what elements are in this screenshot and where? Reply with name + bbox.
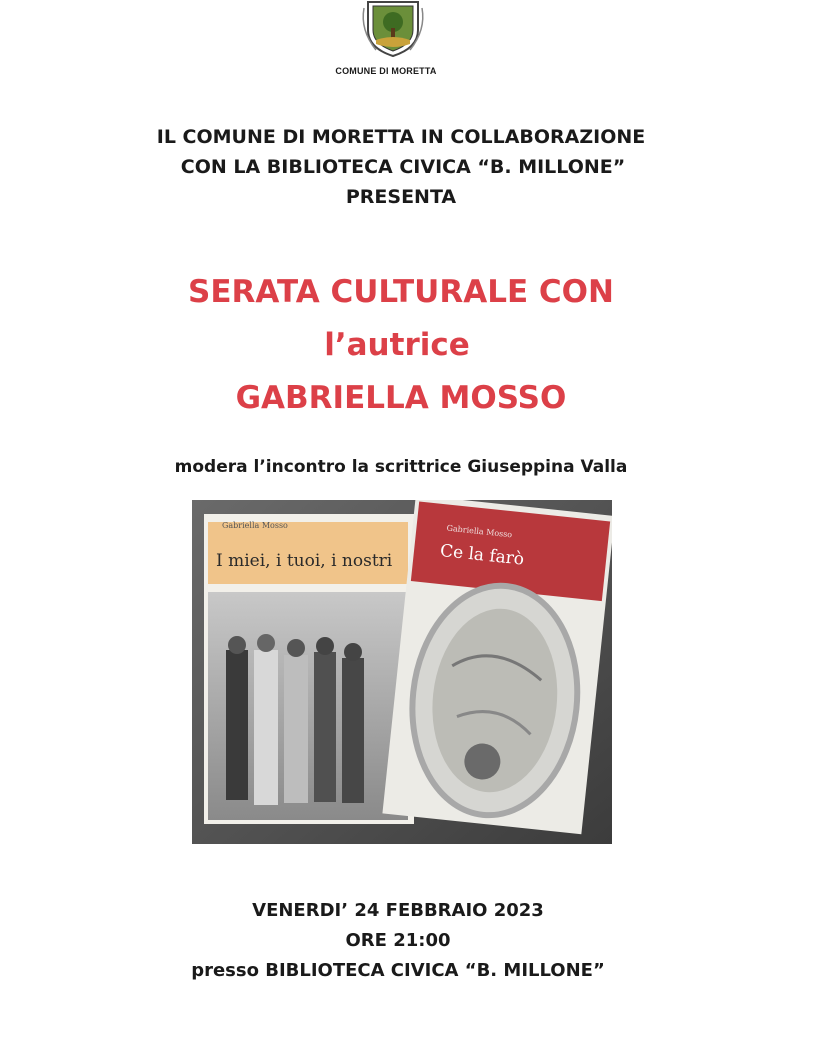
municipal-crest-icon bbox=[358, 0, 428, 58]
books-photo bbox=[192, 500, 612, 844]
event-headline bbox=[0, 266, 802, 425]
intro-line: PRESENTA bbox=[345, 186, 457, 208]
event-details bbox=[0, 896, 796, 986]
book-title: Ce la farò bbox=[439, 540, 525, 570]
event-venue: presso BIBLIOTECA CIVICA “B. MILLONE” bbox=[191, 960, 605, 981]
book-author: Gabriella Mosso bbox=[446, 523, 513, 540]
book-cover bbox=[382, 500, 612, 834]
event-time: ORE 21:00 bbox=[345, 930, 451, 951]
headline-author: GABRIELLA MOSSO bbox=[235, 380, 567, 416]
intro-line: IL COMUNE DI MORETTA IN COLLABORAZIONE bbox=[156, 126, 646, 148]
intro-line: CON LA BIBLIOTECA CIVICA “B. MILLONE” bbox=[180, 156, 626, 178]
event-date: VENERDI’ 24 FEBBRAIO 2023 bbox=[252, 900, 544, 921]
book-title: I miei, i tuoi, i nostri bbox=[216, 551, 393, 571]
municipality-label: COMUNE DI MORETTA bbox=[335, 66, 437, 76]
book-cover bbox=[204, 514, 414, 824]
headline-line: SERATA CULTURALE CON bbox=[188, 274, 614, 310]
headline-line: l’autrice bbox=[324, 327, 470, 363]
moderator-text: modera l’incontro la scrittrice Giuseppina Valla bbox=[174, 457, 628, 477]
book-author: Gabriella Mosso bbox=[222, 521, 288, 530]
intro-text bbox=[0, 122, 802, 212]
